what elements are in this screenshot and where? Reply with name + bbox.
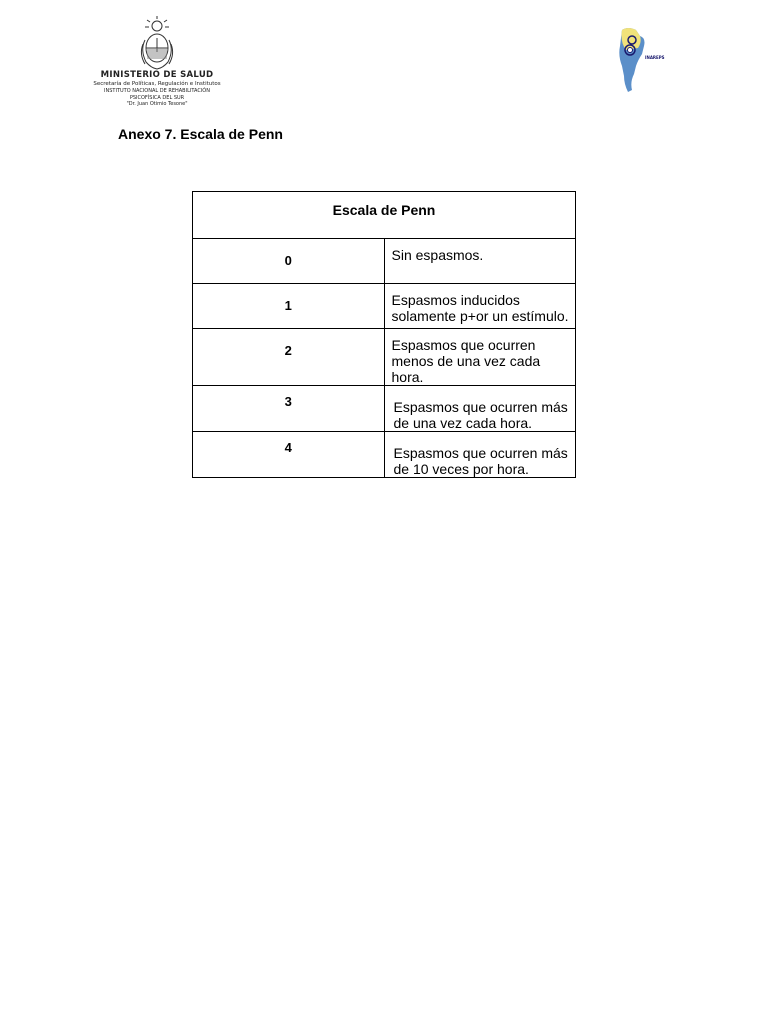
description-cell: Espasmos que ocurren menos de una vez cada hora. (384, 329, 576, 386)
score-cell: 0 (193, 239, 385, 284)
secretaria-name: Secretaría de Políticas, Regulación e Institutos (93, 81, 221, 87)
table-row (193, 239, 576, 284)
score-cell: 1 (193, 284, 385, 329)
table-row (193, 386, 576, 432)
table-row (193, 432, 576, 478)
table-row (193, 329, 576, 386)
argentina-map-logo-icon (612, 26, 665, 96)
instituto-name: INSTITUTO NACIONAL DE REHABILITACIÓN (104, 88, 210, 94)
map-logo-label: INAREPS (645, 55, 665, 60)
description-cell: Espasmos que ocurren más de 10 veces por hora. (384, 432, 576, 478)
score-cell: 3 (193, 386, 385, 432)
director-name: "Dr. Juan Otimio Tesone" (126, 101, 188, 107)
score-cell: 4 (193, 432, 385, 478)
score-cell: 2 (193, 329, 385, 386)
instituto-name-2: PSICOFÍSICA DEL SUR (129, 94, 185, 101)
penn-scale-table (192, 191, 576, 478)
page-title: Anexo 7. Escala de Penn (118, 126, 283, 142)
description-cell: Espasmos que ocurren más de una vez cada hora. (384, 386, 576, 432)
table-row (193, 284, 576, 329)
table-header: Escala de Penn (193, 192, 576, 239)
argentina-coat-of-arms-icon (137, 18, 177, 72)
ministry-logo (82, 16, 232, 114)
description-cell: Sin espasmos. (384, 239, 576, 284)
description-cell: Espasmos inducidos solamente p+or un estímulo. (384, 284, 576, 329)
ministry-name: MINISTERIO DE SALUD (100, 70, 214, 80)
